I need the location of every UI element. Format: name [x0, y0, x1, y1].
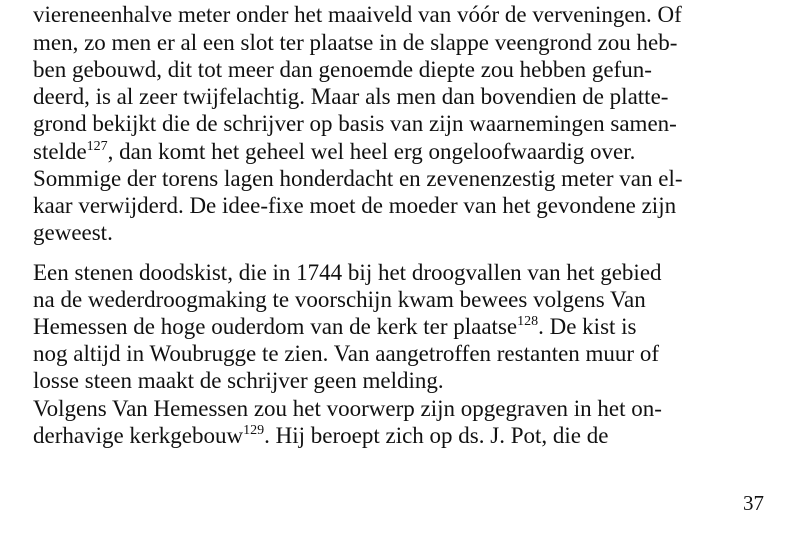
line-text: . Hij beroept zich op ds. J. Pot, die de: [264, 423, 609, 448]
text-line: kaar verwijderd. De idee-fixe moet de moeder van het gevondene zijn: [33, 193, 677, 218]
text-line: losse steen maakt de schrijver geen melding.: [33, 368, 444, 393]
text-line: men, zo men er al een slot ter plaatse in de slappe veengrond zou heb-: [33, 30, 678, 55]
line-text: stelde: [33, 139, 87, 164]
line-text: . De kist is: [538, 314, 637, 339]
page-number: 37: [743, 491, 764, 515]
text-line: [33, 423, 608, 449]
text-line: [33, 314, 637, 340]
line-text: Hemessen de hoge ouderdom van de kerk ter plaatse: [33, 314, 518, 339]
line-text: , dan komt het geheel wel heel erg ongeloofwaardig over.: [107, 139, 636, 164]
text-line: grond bekijkt die de schrijver op basis van zijn waarnemingen samen-: [33, 111, 677, 136]
text-line: deerd, is al zeer twijfelachtig. Maar als men dan bovendien de platte-: [33, 84, 669, 109]
text-line: nog altijd in Woubrugge te zien. Van aangetroffen restanten muur of: [33, 341, 659, 366]
text-line: Volgens Van Hemessen zou het voorwerp zijn opgegraven in het on-: [33, 396, 662, 421]
footnote-ref: 127: [86, 139, 108, 154]
text-line: ben gebouwd, dit tot meer dan genoemde diepte zou hebben gefun-: [33, 57, 652, 82]
footnote-ref: 129: [243, 423, 265, 438]
text-line: na de wederdroogmaking te voorschijn kwam bewees volgens Van: [33, 287, 646, 312]
text-line: Sommige der torens lagen honderdacht en zevenenzestig meter van el-: [33, 166, 683, 191]
text-line: [33, 139, 635, 165]
text-line: Een stenen doodskist, die in 1744 bij het droogvallen van het gebied: [33, 260, 662, 285]
text-line: viereneenhalve meter onder het maaiveld van vóór de verveningen. Of: [33, 2, 682, 27]
footnote-ref: 128: [517, 314, 539, 329]
line-text: derhavige kerkgebouw: [33, 423, 244, 448]
text-line: geweest.: [33, 220, 113, 245]
